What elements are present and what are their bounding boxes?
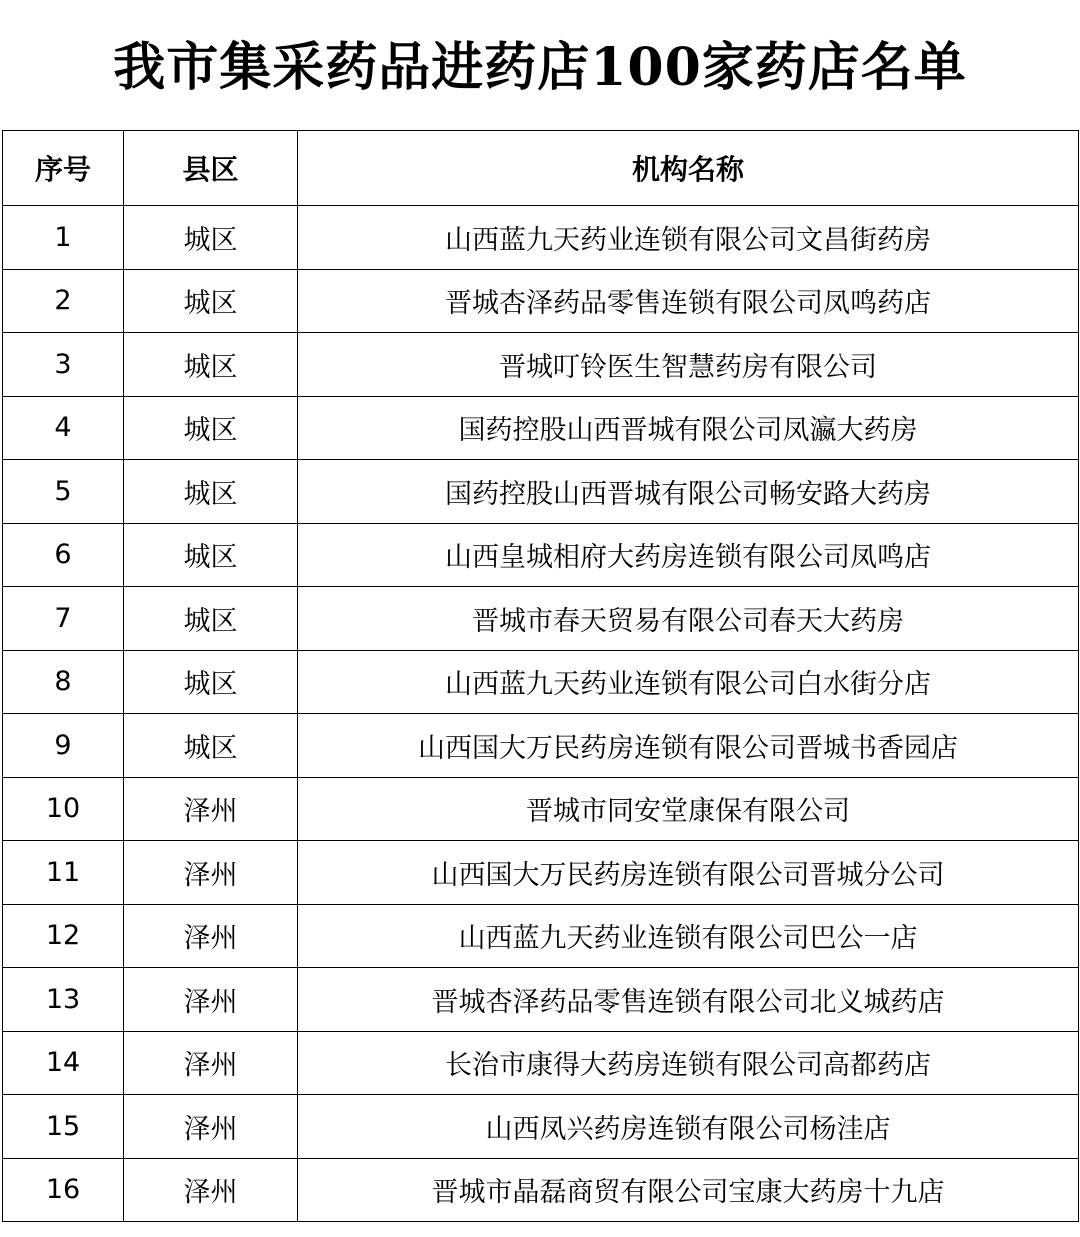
cell-county: 泽州 xyxy=(124,1095,298,1159)
table-row xyxy=(3,523,1079,587)
cell-institution-name: 山西国大万民药房连锁有限公司晋城书香园店 xyxy=(298,714,1079,778)
cell-institution-name: 山西国大万民药房连锁有限公司晋城分公司 xyxy=(298,841,1079,905)
table-row xyxy=(3,1158,1079,1222)
cell-serial-number: 16 xyxy=(3,1158,124,1222)
table-row xyxy=(3,650,1079,714)
header-county: 县区 xyxy=(124,131,298,206)
table-row xyxy=(3,841,1079,905)
cell-institution-name: 国药控股山西晋城有限公司畅安路大药房 xyxy=(298,460,1079,524)
cell-county: 泽州 xyxy=(124,1158,298,1222)
table-row xyxy=(3,587,1079,651)
pharmacy-list-table xyxy=(2,130,1079,1222)
table-row xyxy=(3,396,1079,460)
cell-county: 城区 xyxy=(124,460,298,524)
table-row xyxy=(3,714,1079,778)
cell-county: 城区 xyxy=(124,714,298,778)
cell-institution-name: 山西蓝九天药业连锁有限公司白水街分店 xyxy=(298,650,1079,714)
cell-institution-name: 晋城杏泽药品零售连锁有限公司凤鸣药店 xyxy=(298,269,1079,333)
cell-institution-name: 山西蓝九天药业连锁有限公司文昌街药房 xyxy=(298,206,1079,270)
cell-serial-number: 11 xyxy=(3,841,124,905)
cell-institution-name: 晋城市春天贸易有限公司春天大药房 xyxy=(298,587,1079,651)
cell-institution-name: 山西皇城相府大药房连锁有限公司凤鸣店 xyxy=(298,523,1079,587)
cell-county: 泽州 xyxy=(124,841,298,905)
cell-serial-number: 7 xyxy=(3,587,124,651)
cell-county: 城区 xyxy=(124,650,298,714)
table-header-row xyxy=(3,131,1079,206)
table-row xyxy=(3,269,1079,333)
cell-serial-number: 1 xyxy=(3,206,124,270)
cell-institution-name: 长治市康得大药房连锁有限公司高都药店 xyxy=(298,1031,1079,1095)
cell-institution-name: 山西凤兴药房连锁有限公司杨洼店 xyxy=(298,1095,1079,1159)
table-row xyxy=(3,1095,1079,1159)
table-row xyxy=(3,460,1079,524)
table-row xyxy=(3,968,1079,1032)
cell-serial-number: 6 xyxy=(3,523,124,587)
cell-institution-name: 晋城市同安堂康保有限公司 xyxy=(298,777,1079,841)
cell-institution-name: 晋城杏泽药品零售连锁有限公司北义城药店 xyxy=(298,968,1079,1032)
cell-institution-name: 山西蓝九天药业连锁有限公司巴公一店 xyxy=(298,904,1079,968)
cell-county: 城区 xyxy=(124,206,298,270)
table-row xyxy=(3,777,1079,841)
cell-serial-number: 12 xyxy=(3,904,124,968)
table-row xyxy=(3,904,1079,968)
cell-serial-number: 5 xyxy=(3,460,124,524)
cell-serial-number: 2 xyxy=(3,269,124,333)
cell-county: 城区 xyxy=(124,396,298,460)
cell-county: 城区 xyxy=(124,333,298,397)
cell-county: 泽州 xyxy=(124,904,298,968)
cell-serial-number: 8 xyxy=(3,650,124,714)
cell-county: 泽州 xyxy=(124,777,298,841)
cell-serial-number: 3 xyxy=(3,333,124,397)
cell-institution-name: 晋城市晶磊商贸有限公司宝康大药房十九店 xyxy=(298,1158,1079,1222)
header-serial-number: 序号 xyxy=(3,131,124,206)
cell-county: 泽州 xyxy=(124,968,298,1032)
cell-serial-number: 14 xyxy=(3,1031,124,1095)
cell-institution-name: 国药控股山西晋城有限公司凤瀛大药房 xyxy=(298,396,1079,460)
cell-serial-number: 13 xyxy=(3,968,124,1032)
cell-serial-number: 15 xyxy=(3,1095,124,1159)
cell-serial-number: 4 xyxy=(3,396,124,460)
table-row xyxy=(3,333,1079,397)
cell-county: 城区 xyxy=(124,523,298,587)
cell-serial-number: 9 xyxy=(3,714,124,778)
header-institution-name: 机构名称 xyxy=(298,131,1079,206)
cell-serial-number: 10 xyxy=(3,777,124,841)
cell-county: 泽州 xyxy=(124,1031,298,1095)
table-row xyxy=(3,206,1079,270)
cell-county: 城区 xyxy=(124,587,298,651)
document-title: 我市集采药品进药店100家药店名单 xyxy=(113,37,967,98)
cell-county: 城区 xyxy=(124,269,298,333)
table-row xyxy=(3,1031,1079,1095)
cell-institution-name: 晋城叮铃医生智慧药房有限公司 xyxy=(298,333,1079,397)
